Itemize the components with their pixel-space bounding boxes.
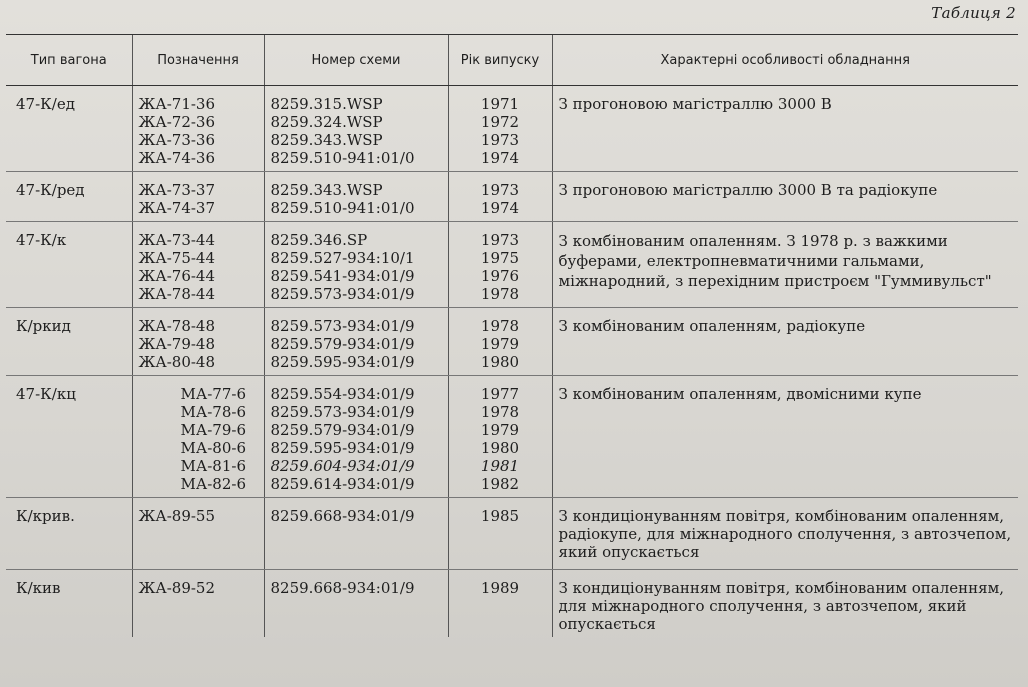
scheme-number: 8259.668-934:01/9 (270, 579, 415, 597)
year: 1978 (480, 317, 520, 335)
year: 1975 (480, 249, 520, 267)
scheme-number: 8259.614-934:01/9 (270, 475, 415, 493)
designation: ЖА-73-36 (138, 131, 216, 149)
scheme-number: 8259.554-934:01/9 (270, 385, 415, 403)
scheme-cell (264, 570, 448, 638)
designation: ЖА-73-44 (138, 231, 216, 249)
header-year: Рік випуску (448, 35, 552, 86)
scheme-cell (264, 308, 448, 376)
wagon-type: 47-К/ед (6, 86, 132, 172)
designation: МА-82-6 (180, 475, 246, 493)
year-cell (448, 376, 552, 498)
scheme-number: 8259.595-934:01/9 (270, 353, 415, 371)
scheme-cell (264, 376, 448, 498)
scheme-number: 8259.604-934:01/9 (270, 457, 415, 475)
scheme-number: 8259.510-941:01/0 (270, 149, 415, 167)
year: 1973 (480, 131, 520, 149)
scheme-number: 8259.668-934:01/9 (270, 507, 415, 525)
year: 1982 (480, 475, 520, 493)
designation: МА-77-6 (180, 385, 246, 403)
scheme-number: 8259.579-934:01/9 (270, 335, 415, 353)
scheme-cell (264, 222, 448, 308)
year: 1977 (480, 385, 520, 403)
year: 1974 (480, 199, 520, 217)
vehicle-table (6, 34, 1018, 637)
wagon-type: 47-К/ред (6, 172, 132, 222)
year: 1971 (480, 95, 520, 113)
scheme-number: 8259.595-934:01/9 (270, 439, 415, 457)
wagon-type: 47-К/к (6, 222, 132, 308)
designation-cell (132, 308, 264, 376)
scheme-number: 8259.541-934:01/9 (270, 267, 415, 285)
header-scheme: Номер схеми (264, 35, 448, 86)
year: 1979 (480, 335, 520, 353)
scheme-number: 8259.346.SP (270, 231, 368, 249)
table-row (6, 308, 1018, 376)
header-features: Характерні особливості обладнання (552, 35, 1018, 86)
features-cell: З кондиціонуванням повітря, комбінованим опаленням, радіокупе, для міжнародного сполучення, з автозчепом, який опускається (552, 498, 1018, 570)
designation: МА-81-6 (180, 457, 246, 475)
year: 1972 (480, 113, 520, 131)
designation: ЖА-79-48 (138, 335, 216, 353)
table-row (6, 570, 1018, 638)
year-cell (448, 86, 552, 172)
features-cell: З комбінованим опаленням. З 1978 р. з важкими буферами, електропневматичними гальмами, міжнародний, з перехідним пристроєм "Гуммивульст" (552, 222, 1018, 308)
designation-cell (132, 172, 264, 222)
designation: ЖА-80-48 (138, 353, 216, 371)
year: 1981 (480, 457, 520, 475)
designation: ЖА-78-48 (138, 317, 216, 335)
designation-cell (132, 376, 264, 498)
year: 1978 (480, 403, 520, 421)
scheme-number: 8259.510-941:01/0 (270, 199, 415, 217)
designation: ЖА-71-36 (138, 95, 216, 113)
table-row (6, 86, 1018, 172)
designation: МА-78-6 (180, 403, 246, 421)
year: 1974 (480, 149, 520, 167)
scheme-number: 8259.573-934:01/9 (270, 403, 415, 421)
features-cell: З комбінованим опаленням, двомісними купе (552, 376, 1018, 498)
scheme-number: 8259.527-934:10/1 (270, 249, 415, 267)
features-cell: З кондиціонуванням повітря, комбінованим опаленням, для міжнародного сполучення, з автозчепом, який опускається (552, 570, 1018, 638)
year-cell (448, 172, 552, 222)
scheme-cell (264, 172, 448, 222)
features-cell: З комбінованим опаленням, радіокупе (552, 308, 1018, 376)
features-cell: З прогоновою магістраллю 3000 В та радіокупе (552, 172, 1018, 222)
wagon-type: К/крив. (6, 498, 132, 570)
scheme-number: 8259.579-934:01/9 (270, 421, 415, 439)
scheme-cell (264, 86, 448, 172)
designation: ЖА-76-44 (138, 267, 216, 285)
wagon-type: К/кив (16, 579, 61, 597)
year: 1985 (480, 507, 520, 525)
designation-cell (132, 222, 264, 308)
designation: МА-79-6 (180, 421, 246, 439)
table-header-row (6, 35, 1018, 86)
designation: МА-80-6 (180, 439, 246, 457)
designation: ЖА-78-44 (138, 285, 216, 303)
scheme-number: 8259.343.WSP (270, 181, 383, 199)
designation-cell (132, 498, 264, 570)
scheme-number: 8259.324.WSP (270, 113, 383, 131)
designation-cell (132, 570, 264, 638)
scheme-number: 8259.315.WSP (270, 95, 383, 113)
table-row (6, 222, 1018, 308)
year-cell (448, 498, 552, 570)
designation: ЖА-74-37 (138, 199, 216, 217)
scheme-number: 8259.343.WSP (270, 131, 383, 149)
table-caption: Таблиця 2 (931, 4, 1016, 22)
designation: ЖА-73-37 (138, 181, 216, 199)
scheme-number: 8259.573-934:01/9 (270, 317, 415, 335)
year: 1979 (480, 421, 520, 439)
year-cell (448, 222, 552, 308)
designation: ЖА-89-55 (138, 507, 216, 525)
year: 1980 (480, 439, 520, 457)
year: 1976 (480, 267, 520, 285)
designation: ЖА-75-44 (138, 249, 216, 267)
year: 1980 (480, 353, 520, 371)
table-row (6, 172, 1018, 222)
year: 1978 (480, 285, 520, 303)
wagon-type: К/ркид (6, 308, 132, 376)
designation: ЖА-74-36 (138, 149, 216, 167)
year: 1973 (480, 181, 520, 199)
designation: ЖА-89-52 (138, 579, 216, 597)
wagon-type: 47-К/кц (6, 376, 132, 498)
table-row (6, 498, 1018, 570)
year: 1989 (480, 579, 520, 597)
header-designation: Позначення (132, 35, 264, 86)
features-cell: З прогоновою магістраллю 3000 В (552, 86, 1018, 172)
designation: ЖА-72-36 (138, 113, 216, 131)
header-type: Тип вагона (6, 35, 132, 86)
year: 1973 (480, 231, 520, 249)
designation-cell (132, 86, 264, 172)
scheme-cell (264, 498, 448, 570)
year-cell (448, 308, 552, 376)
scheme-number: 8259.573-934:01/9 (270, 285, 415, 303)
table-row (6, 376, 1018, 498)
year-cell (448, 570, 552, 638)
